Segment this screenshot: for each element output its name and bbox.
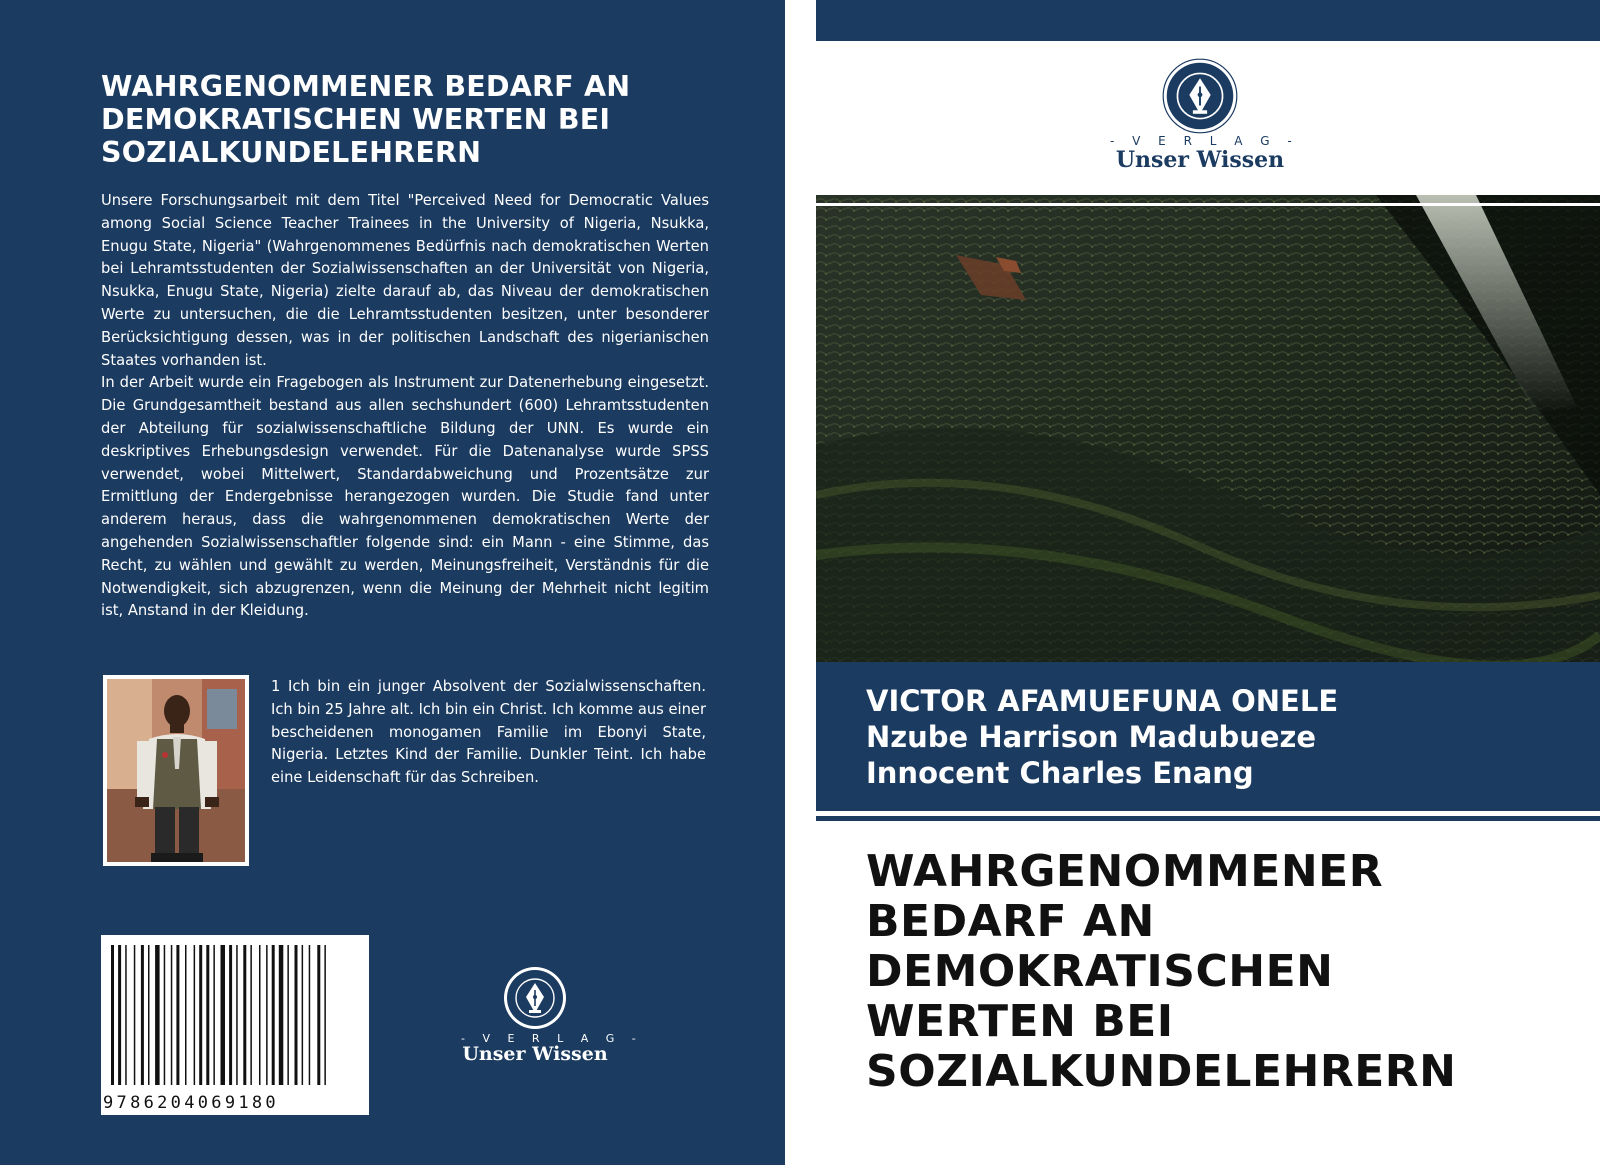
front-title-line: BEDARF AN: [866, 896, 1155, 947]
barcode-bar: [118, 945, 121, 1085]
author-band: [816, 662, 1600, 811]
back-title-line: WAHRGENOMMENER BEDARF AN: [101, 70, 631, 103]
front-publisher-name: Unser Wissen: [1115, 147, 1285, 173]
barcode-bar: [324, 945, 326, 1085]
barcode-bar: [229, 945, 232, 1085]
front-publisher-logo: [1162, 58, 1238, 134]
barcode-bar: [194, 945, 196, 1085]
barcode-bar: [206, 945, 209, 1085]
back-publisher-name: Unser Wissen: [462, 1043, 608, 1065]
barcode-bar: [317, 945, 320, 1085]
pen-nib-seal-icon: [1162, 58, 1238, 134]
isbn-digits: 9786204069180: [103, 1093, 365, 1113]
barcode-icon: [109, 945, 365, 1085]
cover-photo: [816, 195, 1600, 662]
author-bio: 1 Ich bin ein junger Absolvent der Sozialwissenschaften. Ich bin 25 Jahre alt. Ich bin ein Christ. Ich komme aus einer bescheidenen monogamen Familie im Ebonyi State, Nigeria. Letztes Kind der Familie. Dunkler Teint. Ich habe eine Leidenschaft für das Schreiben.: [271, 678, 706, 787]
barcode-bar: [185, 945, 187, 1085]
author-name: Innocent Charles Enang: [866, 756, 1254, 790]
barcode-bar: [236, 945, 238, 1085]
front-publisher-verlag: - V E R L A G -: [1110, 134, 1299, 148]
barcode-bar: [309, 945, 311, 1085]
barcode-bar: [259, 945, 261, 1085]
author-name: VICTOR AFAMUEFUNA ONELE: [866, 684, 1339, 718]
blurb-paragraph: In der Arbeit wurde ein Fragebogen als Instrument zur Datenerhebung eingesetzt. Die Grundgesamtheit bestand aus allen sechshundert (600) Lehramtsstudenten der Abteilung für sozialwissenschaftliche Bildung der UNN. Es wurde ein deskriptives Erhebungsdesign verwendet. Für die Datenanalyse wurde SPSS verwendet, wobei Mittelwert, Standardabweichung und Prozentsätze zur Ermittlung der Endergebnisse herangezogen wurden. Die Studie fand unter anderem heraus, dass die wahrgenommenen demokratischen Werte der angehenden Sozialwissenschaftler folgende sind: ein Mann - eine Stimme, das Recht, zu wählen und gewählt zu werden, Meinungsfreiheit, Verständnis für die Notwendigkeit, sich abzugrenzen, wenn die Meinung der Mehrheit nicht legitim ist, Anstand in der Kleidung.: [101, 374, 709, 620]
spine: [785, 0, 816, 1165]
barcode-bar: [287, 945, 289, 1085]
back-publisher-logo: [503, 966, 567, 1030]
barcode-bar: [250, 945, 252, 1085]
barcode-bar: [111, 945, 114, 1085]
back-cover-blurb: [101, 190, 709, 623]
back-title-line: SOZIALKUNDELEHRERN: [101, 136, 482, 169]
barcode-bar: [199, 945, 202, 1085]
front-title-line: WERTEN BEI: [866, 996, 1174, 1047]
barcode-bar: [295, 945, 298, 1085]
cover-photo-divider: [816, 203, 1600, 206]
barcode-bar: [272, 945, 275, 1085]
barcode-bar: [148, 945, 150, 1085]
barcode-bar: [213, 945, 215, 1085]
front-top-band: [816, 0, 1600, 41]
blurb-paragraph: Unsere Forschungsarbeit mit dem Titel "Perceived Need for Democratic Values among Social Science Teacher Trainees in the University of Nigeria, Nsukka, Enugu State, Nigeria" (Wahrgenommenes Bedürfnis nach demokratischen Werten bei Lehramtsstudenten der Sozialwissenschaften an der Universität von Nigeria, Nsukka, Enugu State, Nigeria) zielte darauf ab, das Niveau der demokratischen Werte zu untersuchen, die die Lehramtsstudenten besitzen, unter besonderer Berücksichtigung dessen, was in der politischen Landschaft des nigerianischen Staates vorhanden ist.: [101, 192, 709, 369]
pen-nib-seal-icon: [503, 966, 567, 1030]
barcode-bar: [176, 945, 179, 1085]
barcode-bar: [243, 945, 246, 1085]
back-cover-title: [101, 70, 741, 169]
barcode-bar: [155, 945, 160, 1085]
barcode-bar: [134, 945, 136, 1085]
barcode-bar: [279, 945, 284, 1085]
barcode-bar: [302, 945, 304, 1085]
front-cover-title: [866, 847, 1586, 1097]
back-title-line: DEMOKRATISCHEN WERTEN BEI: [101, 103, 611, 136]
barcode-bar: [164, 945, 166, 1085]
barcode-bar: [221, 945, 226, 1085]
barcode-bar: [141, 945, 144, 1085]
front-title-line: DEMOKRATISCHEN: [866, 946, 1334, 997]
author-name: Nzube Harrison Madubueze: [866, 720, 1317, 754]
barcode-bar: [125, 945, 127, 1085]
isbn-barcode: [101, 935, 369, 1115]
band-rule: [816, 816, 1600, 821]
back-publisher-verlag: - V E R L A G -: [461, 1032, 643, 1045]
author-photo: [103, 675, 249, 866]
barcode-bar: [171, 945, 173, 1085]
barcode-bar: [266, 945, 268, 1085]
front-title-line: SOZIALKUNDELEHRERN: [866, 1046, 1457, 1097]
author-names: [866, 683, 1338, 791]
back-cover: [0, 0, 785, 1165]
front-title-line: WAHRGENOMMENER: [866, 846, 1384, 897]
